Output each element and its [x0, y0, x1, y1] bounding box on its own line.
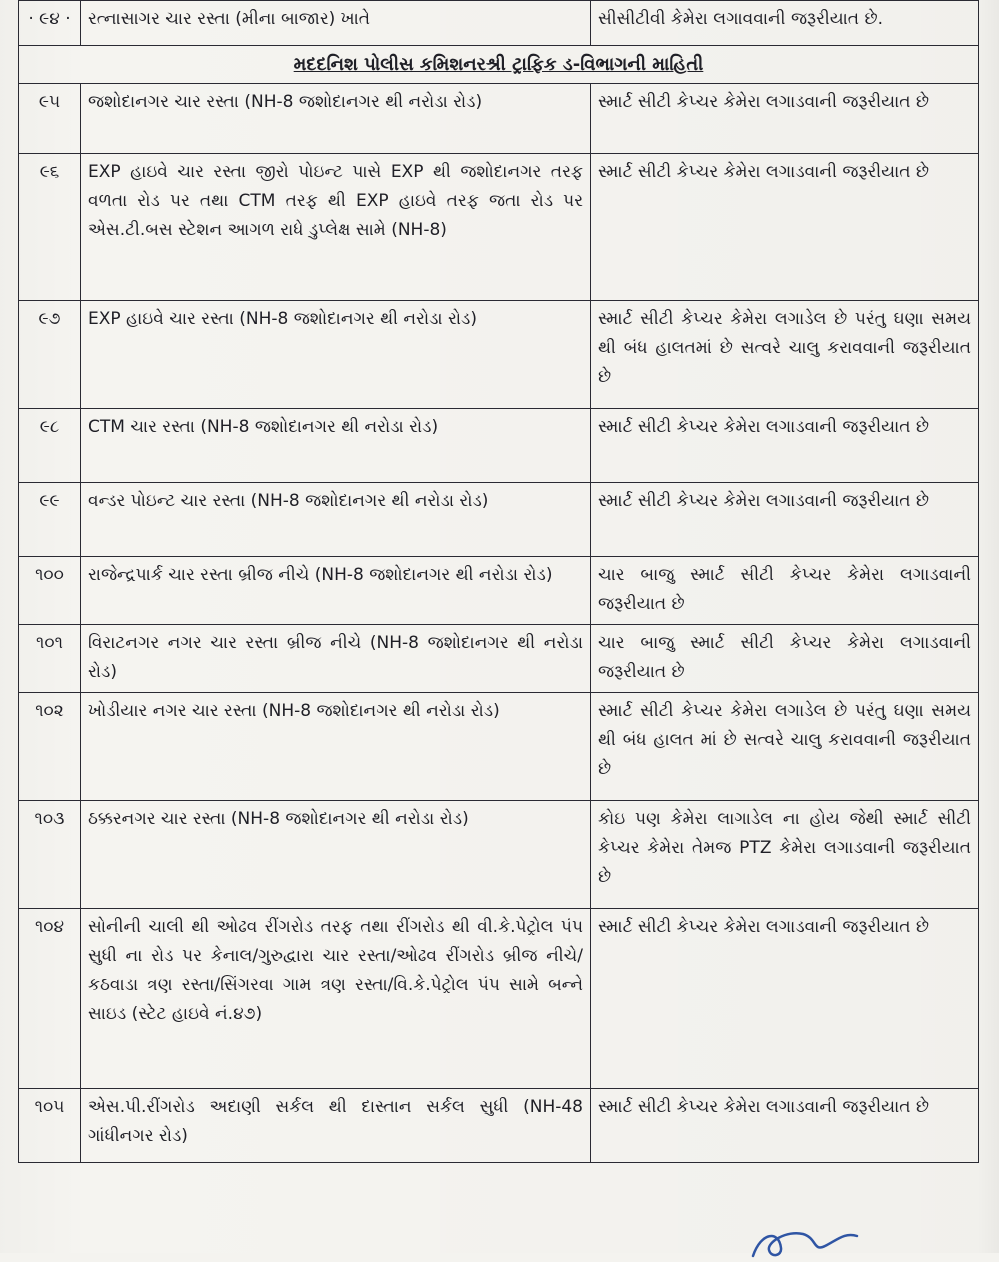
location-cell: EXP હાઇવે ચાર રસ્તા (NH-8 જશોદાનગર થી નરોડા રોડ): [81, 301, 591, 409]
row-number: ૯૬: [19, 154, 81, 301]
location-cell: ઠક્કરનગર ચાર રસ્તા (NH-8 જશોદાનગર થી નરોડા રોડ): [81, 801, 591, 909]
location-cell: જશોદાનગર ચાર રસ્તા (NH-8 જશોદાનગર થી નરોડા રોડ): [81, 84, 591, 154]
table-row: [19, 154, 979, 301]
requirement-cell: સ્માર્ટ સીટી કેપ્ચર કેમેરા લગાડેલ છે પરંતુ ઘણા સમય થી બંધ હાલત માં છે સત્વરે ચાલુ કરાવવાની જરૂરીયાત છે: [591, 693, 979, 801]
requirement-cell: સ્માર્ટ સીટી કેપ્ચર કેમેરા લગાડેલ છે પરંતુ ઘણા સમય થી બંધ હાલતમાં છે સત્વરે ચાલુ કરાવવાની જરૂરીયાત છે: [591, 301, 979, 409]
row-number: ૧૦૨: [19, 693, 81, 801]
location-cell: વન્ડર પોઇન્ટ ચાર રસ્તા (NH-8 જશોદાનગર થી નરોડા રોડ): [81, 483, 591, 557]
location-cell: એસ.પી.રીંગરોડ અદાણી સર્કલ થી દાસ્તાન સર્કલ સુધી (NH-48 ગાંધીનગર રોડ): [81, 1089, 591, 1163]
location-cell: EXP હાઇવે ચાર રસ્તા જીરો પોઇન્ટ પાસે EXP થી જશોદાનગર તરફ વળતા રોડ પર તથા CTM તરફ થી EXP હાઇવે તરફ જતા રોડ પર એસ.ટી.બસ સ્ટેશન આગળ રાધે ડુપ્લેક્ષ સામે (NH-8): [81, 154, 591, 301]
requirement-cell: સ્માર્ટ સીટી કેપ્ચર કેમેરા લગાડવાની જરૂરીયાત છે: [591, 84, 979, 154]
row-number: ૧૦૩: [19, 801, 81, 909]
requirement-cell: ચાર બાજુ સ્માર્ટ સીટી કેપ્ચર કેમેરા લગાડવાની જરૂરીયાત છે: [591, 557, 979, 625]
location-cell: ખોડીયાર નગર ચાર રસ્તા (NH-8 જશોદાનગર થી નરોડા રોડ): [81, 693, 591, 801]
signature-mark: [745, 1222, 865, 1262]
table-row: [19, 409, 979, 483]
table-row: [19, 693, 979, 801]
row-number: ૧૦૪: [19, 909, 81, 1089]
location-cell: CTM ચાર રસ્તા (NH-8 જશોદાનગર થી નરોડા રોડ): [81, 409, 591, 483]
requirement-cell: સ્માર્ટ સીટી કેપ્ચર કેમેરા લગાડવાની જરૂરીયાત છે: [591, 1089, 979, 1163]
location-cell: વિરાટનગર નગર ચાર રસ્તા બ્રીજ નીચે (NH-8 જશોદાનગર થી નરોડા રોડ): [81, 625, 591, 693]
location-cell: સોનીની ચાલી થી ઓઢવ રીંગરોડ તરફ તથા રીંગરોડ થી વી.કે.પેટ્રોલ પંપ સુધી ના રોડ પર કેનાલ/ગુરુદ્વારા ચાર રસ્તા/ઓઢવ રીંગરોડ બ્રીજ નીચે/કઠવાડા ત્રણ રસ્તા/સિંગરવા ગામ ત્રણ રસ્તા/વિ.કે.પેટ્રોલ પંપ સામે બન્ને સાઇડ (સ્ટેટ હાઇવે નં.૪૭): [81, 909, 591, 1089]
row-number: ૧૦૧: [19, 625, 81, 693]
section-header-row: [19, 46, 979, 84]
requirement-cell: કોઇ પણ કેમેરા લાગાડેલ ના હોય જેથી સ્માર્ટ સીટી કેપ્ચર કેમેરા તેમજ PTZ કેમેરા લગાડવાની જરૂરીયાત છે: [591, 801, 979, 909]
table-row: [19, 483, 979, 557]
row-number: ૯૫: [19, 84, 81, 154]
table-row: [19, 625, 979, 693]
requirement-cell: સ્માર્ટ સીટી કેપ્ચર કેમેરા લગાડવાની જરૂરીયાત છે: [591, 483, 979, 557]
requirement-cell: સ્માર્ટ સીટી કેપ્ચર કેમેરા લગાડવાની જરૂરીયાત છે: [591, 154, 979, 301]
row-number: · ૯૪ ·: [19, 1, 81, 46]
requirement-cell: સીસીટીવી કેમેરા લગાવવાની જરૂરીયાત છે.: [591, 1, 979, 46]
table-row: [19, 801, 979, 909]
requirement-cell: સ્માર્ટ સીટી કેપ્ચર કેમેરા લગાડવાની જરૂરીયાત છે: [591, 409, 979, 483]
location-cell: રાજેન્દ્રપાર્ક ચાર રસ્તા બ્રીજ નીચે (NH-8 જશોદાનગર થી નરોડા રોડ): [81, 557, 591, 625]
cctv-requirements-table: [18, 0, 979, 1163]
page-edge-shadow: [977, 0, 999, 1253]
table-row: [19, 301, 979, 409]
requirement-cell: ચાર બાજુ સ્માર્ટ સીટી કેપ્ચર કેમેરા લગાડવાની જરૂરીયાત છે: [591, 625, 979, 693]
table-row: [19, 1, 979, 46]
row-number: ૧૦૫: [19, 1089, 81, 1163]
section-title: મદદનિશ પોલીસ કમિશનરશ્રી ટ્રાફિક ડ-વિભાગની માહિતી: [19, 46, 979, 84]
table-row: [19, 909, 979, 1089]
requirement-cell: સ્માર્ટ સીટી કેપ્ચર કેમેરા લગાડવાની જરૂરીયાત છે: [591, 909, 979, 1089]
location-cell: રત્નાસાગર ચાર રસ્તા (મીના બાજાર) ખાતે: [81, 1, 591, 46]
table-row: [19, 557, 979, 625]
row-number: ૯૮: [19, 409, 81, 483]
table-row: [19, 84, 979, 154]
row-number: ૧૦૦: [19, 557, 81, 625]
row-number: ૯૭: [19, 301, 81, 409]
row-number: ૯૯: [19, 483, 81, 557]
table-row: [19, 1089, 979, 1163]
